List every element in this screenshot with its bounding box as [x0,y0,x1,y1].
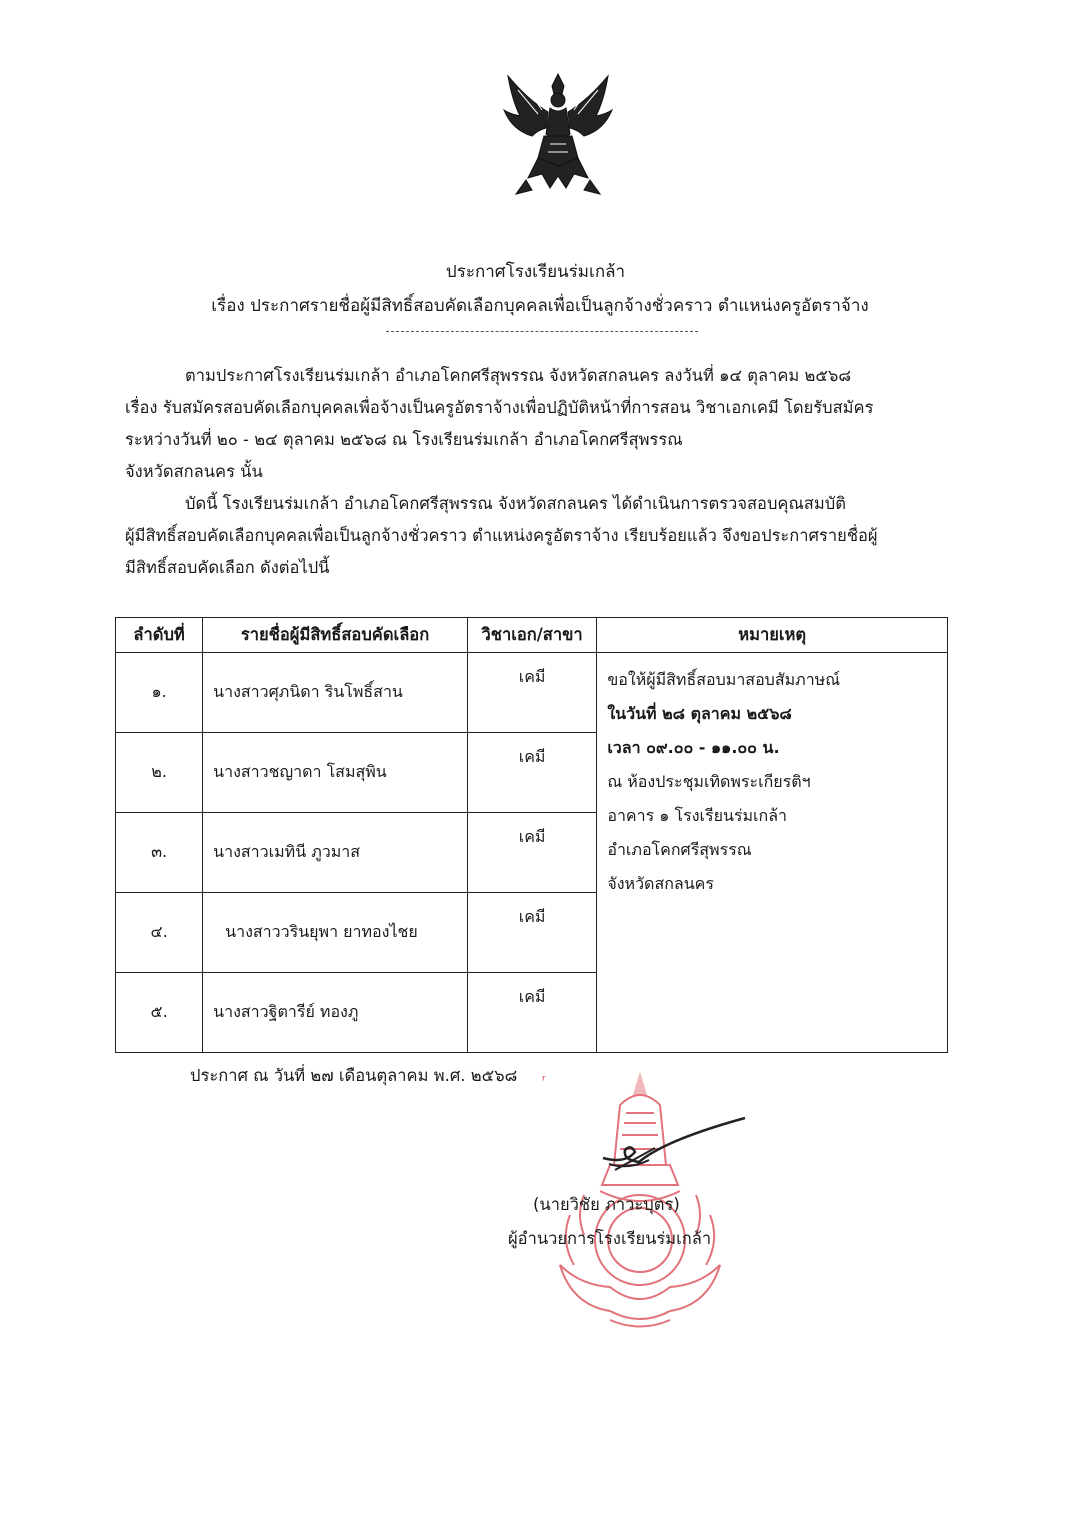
remark-line: ณ ห้องประชุมเทิดพระเกียรติฯ [607,772,811,791]
candidate-name: นางสาวฐิตารีย์ ทองภู [203,973,468,1053]
paragraph-line: มีสิทธิ์สอบคัดเลือก ดังต่อไปนี้ [125,558,330,577]
candidate-subject: เคมี [467,653,596,733]
paragraph-line: จังหวัดสกลนคร นั้น [125,462,263,481]
candidate-subject: เคมี [467,813,596,893]
table-row [116,653,948,733]
svg-text:ʳ: ʳ [542,1073,546,1089]
candidate-table [115,617,948,1053]
row-number: ๕. [116,973,203,1053]
candidate-name: นางสาววรินยุพา ยาทองไชย [203,893,468,973]
candidate-subject: เคมี [467,733,596,813]
body-paragraph-1 [125,360,955,488]
body-paragraph-2 [125,488,955,584]
column-header-name: รายชื่อผู้มีสิทธิ์สอบคัดเลือก [203,618,468,653]
candidate-name: นางสาวชญาดา โสมสุพิน [203,733,468,813]
row-number: ๒. [116,733,203,813]
announcement-title: ประกาศโรงเรียนร่มเกล้า [445,262,626,282]
candidate-name: นางสาวเมทินี ภูวมาส [203,813,468,893]
remark-line: อาคาร ๑ โรงเรียนร่มเกล้า [607,806,787,825]
header-divider [386,331,698,332]
remark-cell [597,653,948,1053]
announcement-subject: เรื่อง ประกาศรายชื่อผู้มีสิทธิ์สอบคัดเลือกบุคคลเพื่อเป็นลูกจ้างชั่วคราว ตำแหน่งครูอัตราจ้าง [211,296,869,316]
remark-line: ขอให้ผู้มีสิทธิ์สอบมาสอบสัมภาษณ์ [607,670,841,689]
garuda-emblem-icon [498,70,618,202]
signature-icon [595,1100,755,1180]
candidate-name: นางสาวศุภนิดา รินโพธิ์สาน [203,653,468,733]
column-header-remark: หมายเหตุ [597,618,948,653]
signer-title: ผู้อำนวยการโรงเรียนร่มเกล้า [508,1229,712,1248]
row-number: ๑. [116,653,203,733]
table-header-row [116,618,948,653]
remark-line: ในวันที่ ๒๘ ตุลาคม ๒๕๖๘ [607,704,792,723]
row-number: ๓. [116,813,203,893]
signer-name: (นายวิชัย ภาวะบุตร) [533,1195,680,1214]
paragraph-line: ผู้มีสิทธิ์สอบคัดเลือกบุคคลเพื่อเป็นลูกจ้างชั่วคราว ตำแหน่งครูอัตราจ้าง เรียบร้อยแล้ว จึงขอประกาศรายชื่อผู้ [125,526,878,545]
paragraph-line: ตามประกาศโรงเรียนร่มเกล้า อำเภอโคกศรีสุพรรณ จังหวัดสกลนคร ลงวันที่ ๑๔ ตุลาคม ๒๕๖๘ [185,366,852,385]
paragraph-line: เรื่อง รับสมัครสอบคัดเลือกบุคคลเพื่อจ้างเป็นครูอัตราจ้างเพื่อปฏิบัติหน้าที่การสอน วิชาเอกเคมี โดยรับสมัคร [125,398,874,417]
column-header-order: ลำดับที่ [116,618,203,653]
row-number: ๔. [116,893,203,973]
announcement-date: ประกาศ ณ วันที่ ๒๗ เดือนตุลาคม พ.ศ. ๒๕๖๘ [190,1066,518,1085]
paragraph-line: บัดนี้ โรงเรียนร่มเกล้า อำเภอโคกศรีสุพรรณ จังหวัดสกลนคร ได้ดำเนินการตรวจสอบคุณสมบัติ [185,494,846,513]
remark-line: เวลา ๐๙.๐๐ - ๑๑.๐๐ น. [607,738,780,757]
candidate-subject: เคมี [467,893,596,973]
paragraph-line: ระหว่างวันที่ ๒๐ - ๒๔ ตุลาคม ๒๕๖๘ ณ โรงเรียนร่มเกล้า อำเภอโคกศรีสุพรรณ [125,430,683,449]
candidate-subject: เคมี [467,973,596,1053]
remark-line: อำเภอโคกศรีสุพรรณ [607,840,752,859]
column-header-subject: วิชาเอก/สาขา [467,618,596,653]
remark-line: จังหวัดสกลนคร [607,874,714,893]
